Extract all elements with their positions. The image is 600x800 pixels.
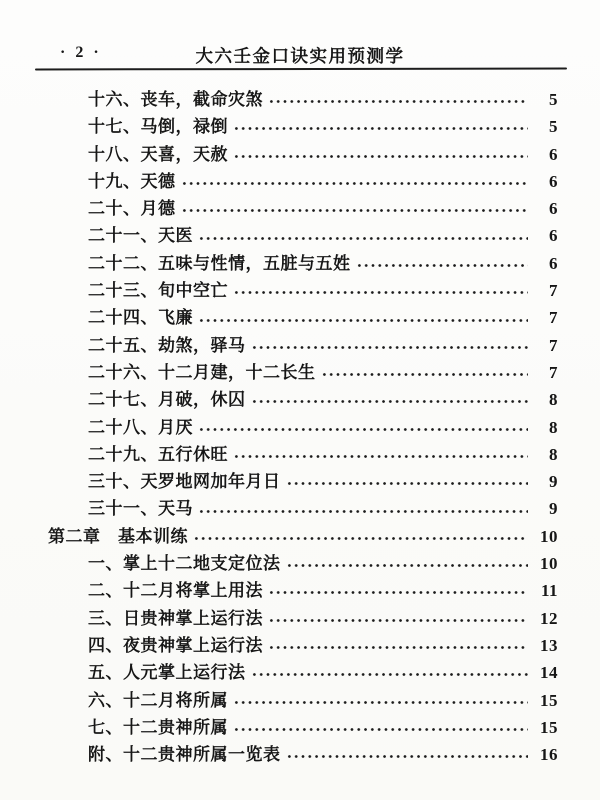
dot-leader: [181, 208, 529, 213]
running-title: 大六壬金口诀实用预测学: [195, 46, 405, 66]
toc-entry-label: 五、人元掌上运行法: [88, 663, 246, 683]
toc-entry-page-number: 15: [540, 717, 558, 737]
dot-leader: [198, 318, 528, 323]
dot-leader: [286, 563, 529, 568]
toc-entry: [48, 304, 558, 331]
dot-leader: [198, 236, 528, 241]
toc-entry-label: 二十九、五行休旺: [88, 444, 228, 464]
toc-entry: [48, 632, 558, 659]
toc-entry: [48, 523, 558, 550]
toc-entry-page-number: 7: [549, 335, 558, 355]
toc-entry-page-number: 5: [549, 90, 558, 109]
toc-entry-label: 十八、天喜，天赦: [88, 144, 228, 164]
toc-entry-label: 第二章 基本训练: [48, 526, 188, 546]
toc-entry-page-number: 6: [549, 199, 558, 219]
toc-entry: [48, 714, 558, 741]
toc-entry-label: 二十五、劫煞，驿马: [88, 335, 246, 355]
toc-entry: [48, 577, 558, 604]
header-rule-divider: [35, 68, 567, 71]
toc-entry: [48, 550, 558, 577]
dot-leader: [233, 126, 528, 131]
toc-entry-page-number: 7: [549, 308, 558, 328]
toc-entry-page-number: 6: [549, 144, 558, 164]
toc-entry: [48, 468, 558, 495]
dot-leader: [198, 509, 528, 514]
toc-entry: [48, 113, 558, 140]
toc-entry-page-number: 14: [540, 663, 558, 683]
toc-entry-label: 六、十二月将所属: [88, 690, 228, 710]
dot-leader: [193, 536, 528, 541]
toc-entry-label: 四、夜贵神掌上运行法: [88, 635, 263, 655]
dot-leader: [268, 618, 528, 623]
toc-entry-label: 十九、天德: [88, 171, 176, 191]
toc-entry-page-number: 8: [549, 444, 558, 464]
toc-entry-page-number: 16: [540, 745, 558, 765]
toc-entry-label: 二十一、天医: [88, 226, 193, 246]
toc-entry-label: 二十七、月破，休囚: [88, 390, 246, 410]
toc-entry-label: 七、十二贵神所属: [88, 717, 228, 737]
toc-entry: [48, 741, 558, 768]
toc-entry: [48, 605, 558, 632]
toc-entry-page-number: 7: [549, 281, 558, 301]
toc-entry-label: 十六、丧车，截命灾煞: [88, 90, 263, 109]
toc-entry-page-number: 11: [540, 581, 558, 601]
toc-entry: [48, 195, 558, 222]
toc-entry-page-number: 13: [540, 635, 558, 655]
dot-leader: [233, 154, 528, 159]
toc-entry-page-number: 6: [549, 226, 558, 246]
folio-page-number: · 2 ·: [60, 44, 102, 61]
toc-entry-label: 附、十二贵神所属一览表: [88, 745, 281, 765]
toc-entry-page-number: 5: [549, 117, 558, 137]
dot-leader: [251, 345, 529, 350]
toc-entry: [48, 359, 558, 386]
page-header: [36, 43, 564, 67]
toc-entry-page-number: 6: [549, 253, 558, 273]
dot-leader: [268, 645, 528, 650]
toc-entry: [48, 687, 558, 714]
toc-entry-page-number: 15: [540, 690, 558, 710]
toc-entry-page-number: 8: [549, 417, 558, 437]
dot-leader: [233, 727, 528, 732]
toc-entry-page-number: 10: [540, 554, 558, 574]
toc-entry: [48, 332, 558, 359]
toc-entry-label: 二十、月德: [88, 199, 176, 219]
toc-entry-label: 十七、马倒，禄倒: [88, 117, 228, 137]
toc-entry-label: 三、日贵神掌上运行法: [88, 608, 263, 628]
toc-entry-label: 三十一、天马: [88, 499, 193, 519]
toc-entry: [48, 222, 558, 249]
toc-entry-label: 三十、天罗地网加年月日: [88, 472, 281, 492]
toc-entry-label: 二十三、旬中空亡: [88, 281, 228, 301]
toc-entry: [48, 386, 558, 413]
dot-leader: [286, 481, 529, 486]
toc-entry-page-number: 10: [540, 526, 558, 546]
dot-leader: [268, 99, 528, 104]
toc-entry-page-number: 9: [549, 472, 558, 492]
toc-entry: [48, 250, 558, 277]
dot-leader: [321, 372, 529, 377]
dot-leader: [233, 290, 528, 295]
toc-entry-page-number: 7: [549, 362, 558, 382]
toc-entry: [48, 277, 558, 304]
dot-leader: [198, 427, 528, 432]
toc-entry-page-number: 8: [549, 390, 558, 410]
toc-entry: [48, 168, 558, 195]
dot-leader: [233, 454, 528, 459]
toc-entry: [48, 495, 558, 522]
toc-entry-label: 二十八、月厌: [88, 417, 193, 437]
table-of-contents: [48, 86, 558, 768]
dot-leader: [181, 181, 529, 186]
dot-leader: [286, 754, 529, 759]
toc-entry-page-number: 9: [549, 499, 558, 519]
dot-leader: [356, 263, 529, 268]
toc-entry: [48, 441, 558, 468]
toc-entry: [48, 86, 558, 113]
toc-entry: [48, 659, 558, 686]
dot-leader: [268, 590, 528, 595]
toc-entry-label: 二、十二月将掌上用法: [88, 581, 263, 601]
toc-entry-page-number: 12: [540, 608, 558, 628]
toc-entry-label: 二十六、十二月建，十二长生: [88, 362, 316, 382]
toc-entry-label: 二十四、飞廉: [88, 308, 193, 328]
dot-leader: [251, 399, 529, 404]
toc-entry-page-number: 6: [549, 171, 558, 191]
dot-leader: [233, 700, 528, 705]
dot-leader: [251, 672, 529, 677]
toc-entry-label: 一、掌上十二地支定位法: [88, 554, 281, 574]
toc-entry: [48, 141, 558, 168]
toc-entry-label: 二十二、五味与性情，五脏与五姓: [88, 253, 351, 273]
toc-entry: [48, 414, 558, 441]
